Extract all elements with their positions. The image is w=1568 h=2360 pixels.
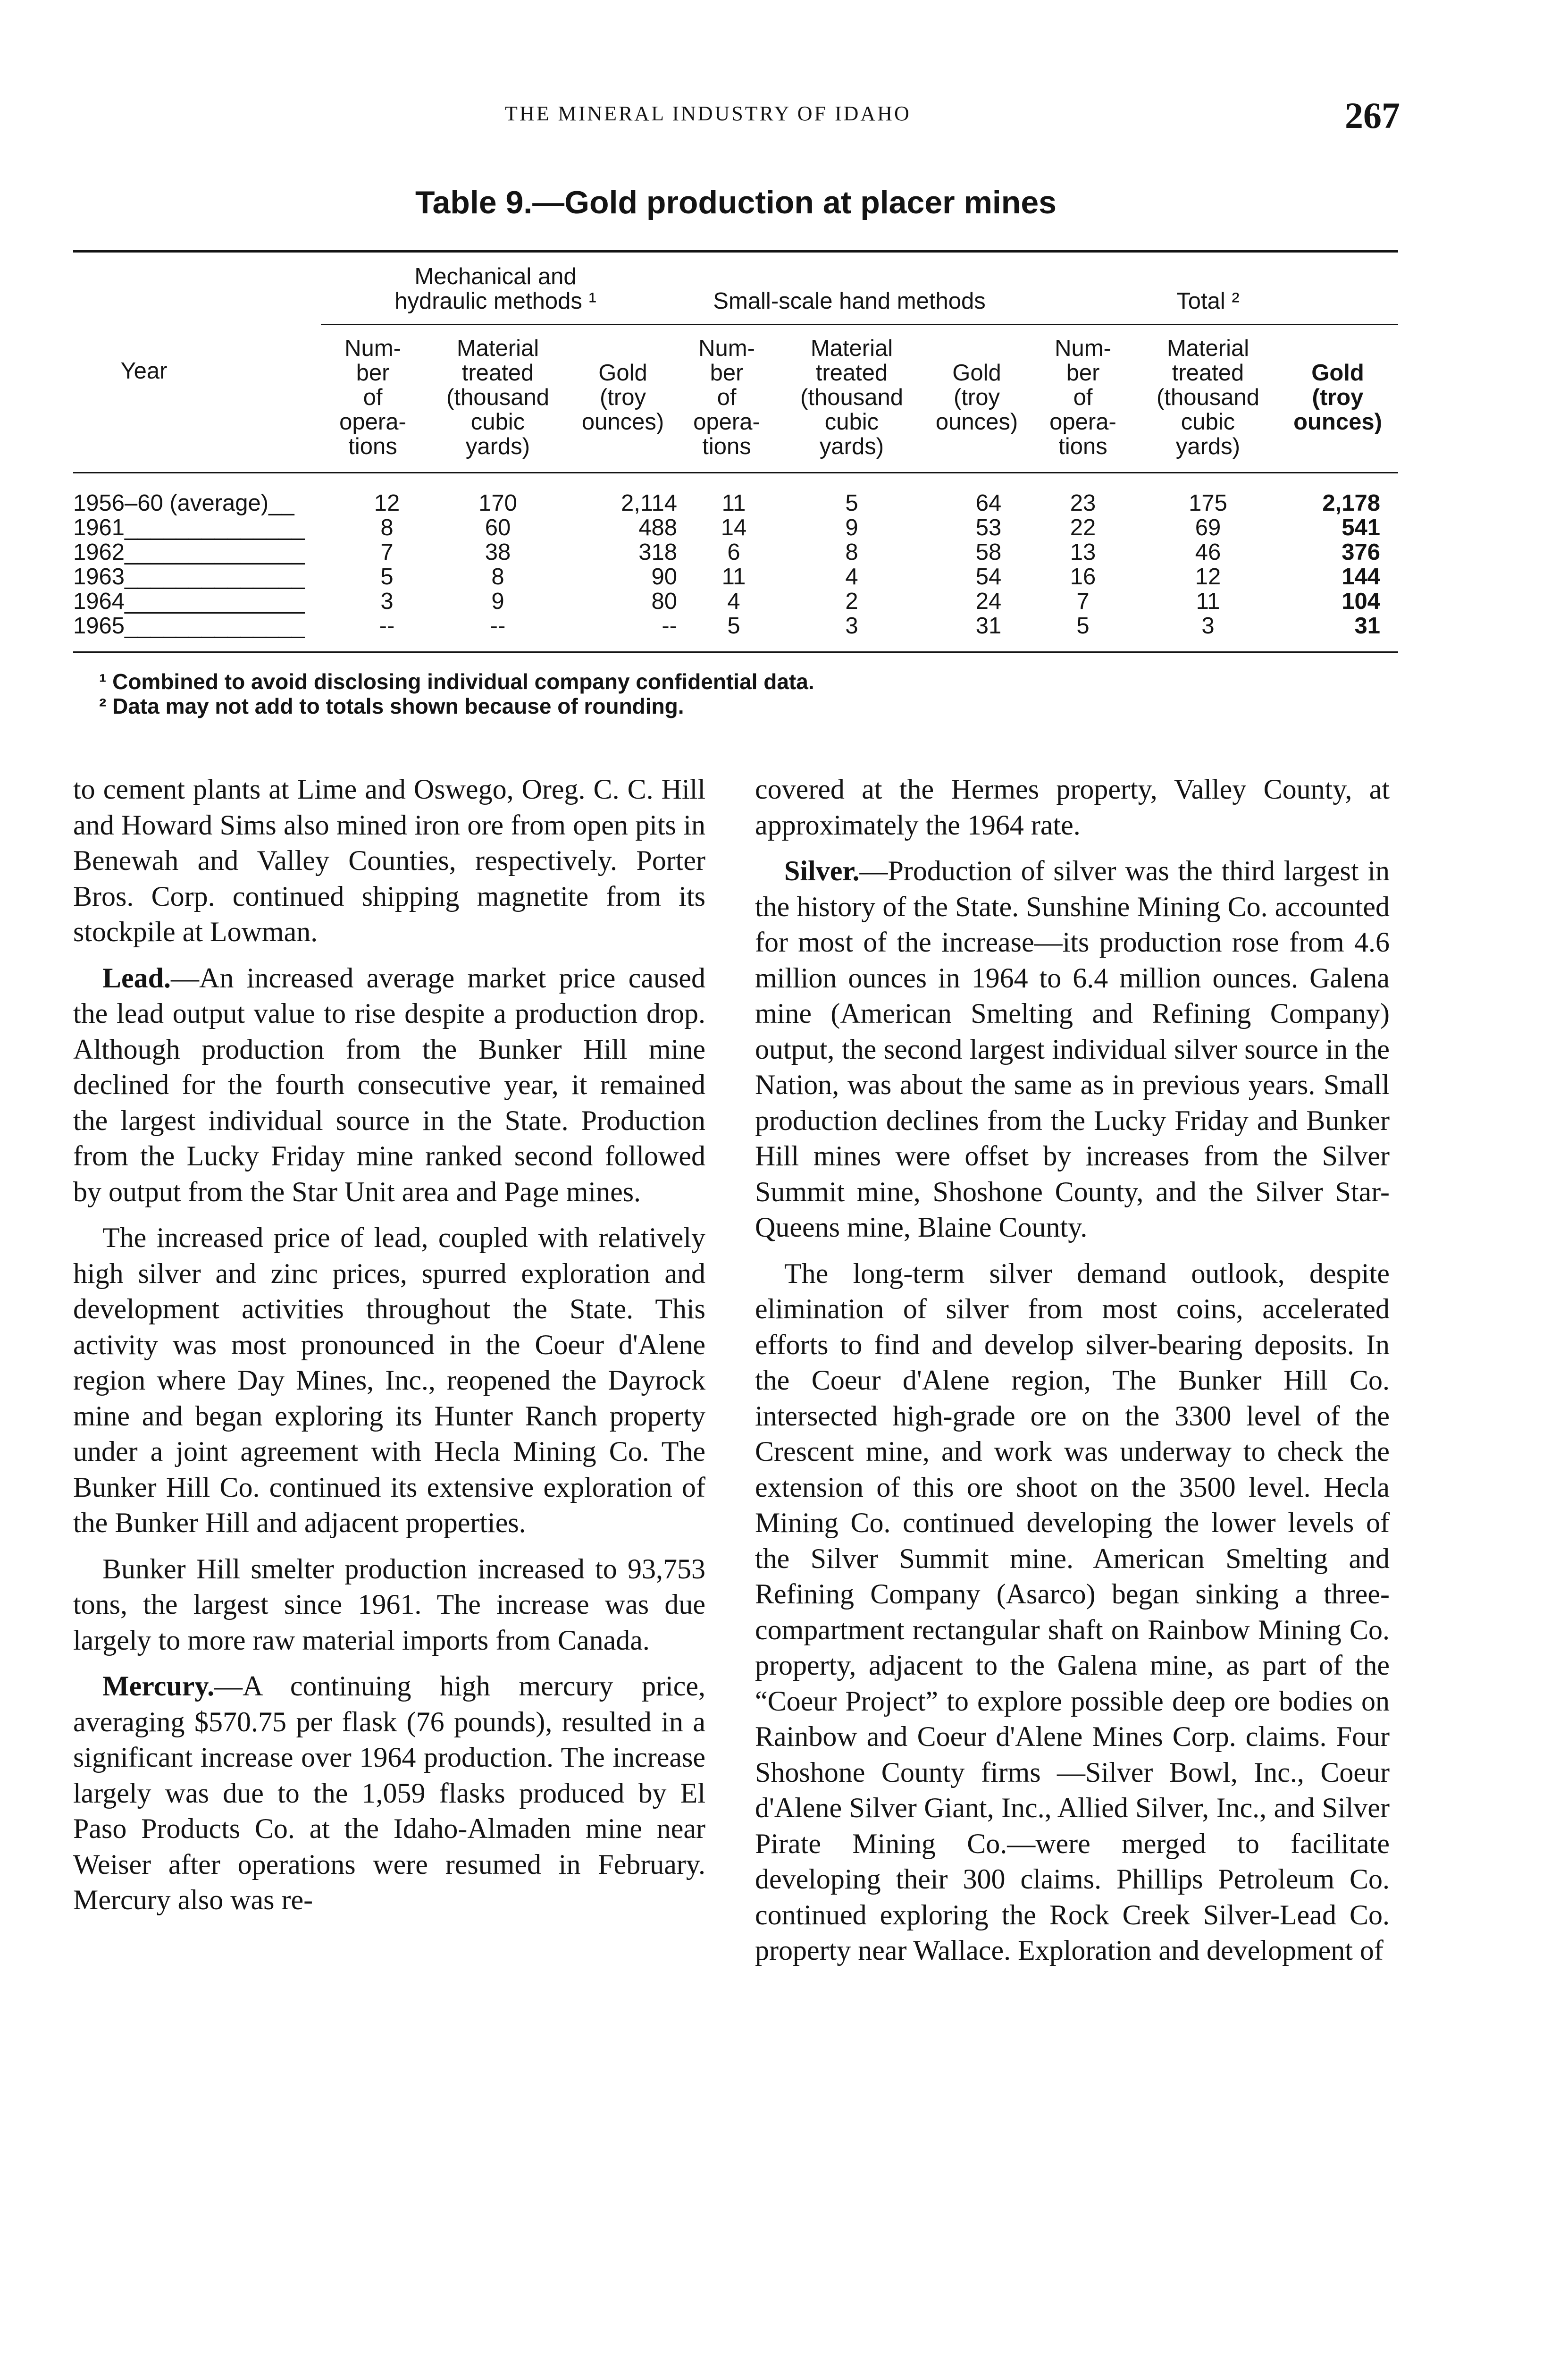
row-total-material: 3 — [1201, 613, 1215, 639]
row-small-ops: 6 — [727, 539, 740, 565]
row-small-gold: 64 — [975, 490, 1002, 516]
left-column — [73, 772, 705, 1929]
right-column — [755, 772, 1390, 1979]
group-header-total: Total ² — [1176, 288, 1240, 314]
col-header-mech-ops: Num- ber of opera- tions — [339, 336, 406, 459]
row-small-gold: 24 — [975, 589, 1002, 614]
row-small-material: 2 — [845, 589, 858, 614]
row-small-material: 5 — [845, 490, 858, 516]
row-small-material: 4 — [845, 564, 858, 590]
row-total-ops: 5 — [1076, 613, 1090, 639]
row-mech-ops: 8 — [380, 515, 394, 540]
row-mech-gold: 2,114 — [621, 490, 677, 516]
row-total-gold: 376 — [1342, 539, 1380, 565]
row-mech-ops: 7 — [380, 539, 394, 565]
section-heading-lead: Lead. — [102, 962, 171, 994]
row-total-material: 11 — [1196, 589, 1220, 614]
row-mech-gold: 488 — [638, 515, 677, 540]
table-row — [73, 540, 1398, 565]
paragraph: The increased price of lead, coupled with relatively high silver and zinc prices, spurred exploration and development activities throughout the State. This activity was most pronounced in the Coeur d'Alene region where Day Mines, Inc., reopened the Dayrock mine and began exploring its Hunter Ranch property under a joint agreement with Hecla Mining Co. The Bunker Hill Co. continued its extensive exploration of the Bunker Hill and adjacent properties. — [73, 1222, 705, 1538]
paragraph: to cement plants at Lime and Oswego, Oreg. C. C. Hill and Howard Sims also mined iron ore from open pits in Benewah and Valley Counties, respectively. Porter Bros. Corp. continued shipping magnetite from its stockpile at Lowman. — [73, 774, 705, 947]
col-header-mech-gold: Gold (troy ounces) — [581, 360, 664, 435]
col-header-total-ops: Num- ber of opera- tions — [1049, 336, 1116, 459]
col-header-small-ops: Num- ber of opera- tions — [693, 336, 760, 459]
row-mech-ops: 12 — [374, 490, 400, 516]
row-mech-material: 8 — [491, 564, 504, 590]
row-small-ops: 14 — [721, 515, 747, 540]
table-row — [73, 589, 1398, 614]
row-year: 1965______________ — [73, 613, 305, 639]
group-header-mechanical: Mechanical and hydraulic methods ¹ — [394, 264, 596, 314]
section-heading-mercury: Mercury. — [102, 1670, 215, 1702]
header-bottom-rule — [73, 472, 1398, 473]
table-row — [73, 491, 1398, 515]
row-total-gold: 104 — [1342, 589, 1380, 614]
row-mech-ops: 3 — [380, 589, 394, 614]
paragraph: The long-term silver demand outlook, despite elimination of silver from most coins, accelerated efforts to find and develop silver-bearing deposits. In the Coeur d'Alene region, The Bunker Hill Co. intersected high-grade ore on the 3300 level of the Crescent mine, and work was underway to check the extension of this ore shoot on the 3500 level. Hecla Mining Co. continued developing the lower levels of the Silver Summit mine. American Smelting and Refining Company (Asarco) began sinking a three-compartment rectangular shaft on Rainbow Mining Co. property, adjacent to the Galena mine, as part of the “Coeur Project” to explore possible deep ore bodies on Rainbow and Coeur d'Alene Mines Corp. claims. Four Shoshone County firms —Silver Bowl, Inc., Coeur d'Alene Silver Giant, Inc., Allied Silver, Inc., and Silver Pirate Mining Co.—were merged to facilitate developing their 300 claims. Phillips Petroleum Co. continued exploring the Rock Creek Silver-Lead Co. property near Wallace. Exploration and development of — [755, 1257, 1390, 1966]
row-year: 1963______________ — [73, 564, 305, 590]
row-mech-gold: 318 — [638, 539, 677, 565]
row-mech-material: -- — [490, 613, 506, 639]
col-header-small-gold: Gold (troy ounces) — [935, 360, 1018, 435]
paragraph-mercury: Mercury.—A continuing high mercury price, averaging $570.75 per flask (76 pounds), resulted in a significant increase over 1964 production. The increase largely was due to the 1,059 flasks produced by El Paso Products Co. at the Idaho-Almaden mine near Weiser after operations were resumed in February. Mercury also was re- — [73, 1670, 705, 1915]
row-small-material: 3 — [845, 613, 858, 639]
row-small-gold: 54 — [975, 564, 1002, 590]
row-small-gold: 58 — [975, 539, 1002, 565]
row-small-ops: 11 — [721, 490, 746, 516]
row-total-gold: 541 — [1342, 515, 1380, 540]
row-total-ops: 23 — [1070, 490, 1096, 516]
row-total-material: 12 — [1195, 564, 1221, 590]
row-total-ops: 7 — [1076, 589, 1090, 614]
row-total-ops: 16 — [1070, 564, 1096, 590]
row-small-gold: 53 — [975, 515, 1002, 540]
row-mech-gold: 90 — [651, 564, 677, 590]
row-small-ops: 11 — [721, 564, 746, 590]
paragraph-lead: Lead.—An increased average market price caused the lead output value to rise despite a production drop. Although production from the Bunker Hill mine declined for the fourth consecutive year, it remained the largest individual source in the State. Production from the Lucky Friday mine ranked second followed by output from the Star Unit area and Page mines. — [73, 962, 705, 1207]
row-small-ops: 5 — [727, 613, 740, 639]
col-header-total-material: Material treated (thousand cubic yards) — [1157, 336, 1259, 459]
row-small-ops: 4 — [727, 589, 740, 614]
group-rule — [321, 324, 1398, 325]
group-header-small-scale: Small-scale hand methods — [713, 288, 986, 314]
paragraph-silver: Silver.—Production of silver was the third largest in the history of the State. Sunshine Mining Co. accounted for most of the increase—its production rose from 4.6 million ounces in 1964 to 6.4 million ounces. Galena mine (American Smelting and Refining Company) output, the second largest individual silver source in the Nation, was about the same as in previous years. Small production declines from the Lucky Friday and Bunker Hill mines were offset by increases from the Silver Summit mine, Shoshone County, and the Silver Star-Queens mine, Blaine County. — [755, 855, 1390, 1243]
row-total-gold: 2,178 — [1322, 490, 1380, 516]
row-mech-gold: 80 — [651, 589, 677, 614]
year-header: Year — [120, 358, 168, 384]
section-heading-silver: Silver. — [784, 855, 860, 886]
table-row — [73, 614, 1398, 638]
row-total-material: 46 — [1195, 539, 1221, 565]
footnote-2: ² Data may not add to totals shown because of rounding. — [99, 694, 684, 718]
row-total-ops: 13 — [1070, 539, 1096, 565]
row-total-ops: 22 — [1070, 515, 1096, 540]
row-year: 1962______________ — [73, 539, 305, 565]
row-mech-gold: -- — [662, 613, 677, 639]
col-header-mech-material: Material treated (thousand cubic yards) — [446, 336, 549, 459]
row-year: 1961______________ — [73, 515, 305, 540]
row-year: 1956–60 (average)__ — [73, 490, 294, 516]
page-number: 267 — [1345, 95, 1400, 136]
col-header-total-gold: Gold (troy ounces) — [1293, 360, 1382, 435]
table-row — [73, 515, 1398, 540]
row-total-material: 69 — [1195, 515, 1221, 540]
running-head: THE MINERAL INDUSTRY OF IDAHO — [505, 102, 911, 125]
table-row — [73, 565, 1398, 589]
col-header-small-material: Material treated (thousand cubic yards) — [800, 336, 903, 459]
table-title: Table 9.—Gold production at placer mines — [415, 185, 1057, 220]
table-footnotes — [99, 669, 814, 718]
table-bottom-rule — [73, 651, 1398, 653]
row-total-gold: 144 — [1342, 564, 1380, 590]
row-mech-material: 60 — [485, 515, 511, 540]
row-mech-material: 170 — [478, 490, 517, 516]
paragraph: Bunker Hill smelter production increased to 93,753 tons, the largest since 1961. The increase was due largely to more raw material imports from Canada. — [73, 1553, 705, 1656]
row-mech-material: 9 — [491, 589, 504, 614]
row-total-material: 175 — [1189, 490, 1227, 516]
row-small-material: 8 — [845, 539, 858, 565]
paragraph: covered at the Hermes property, Valley County, at approximately the 1964 rate. — [755, 774, 1390, 841]
row-mech-ops: -- — [379, 613, 395, 639]
table-top-rule — [73, 250, 1398, 253]
row-mech-ops: 5 — [380, 564, 394, 590]
row-small-material: 9 — [845, 515, 858, 540]
row-small-gold: 31 — [975, 613, 1002, 639]
row-year: 1964______________ — [73, 589, 305, 614]
row-total-gold: 31 — [1354, 613, 1380, 639]
row-mech-material: 38 — [485, 539, 511, 565]
footnote-1: ¹ Combined to avoid disclosing individual company confidential data. — [99, 669, 814, 694]
